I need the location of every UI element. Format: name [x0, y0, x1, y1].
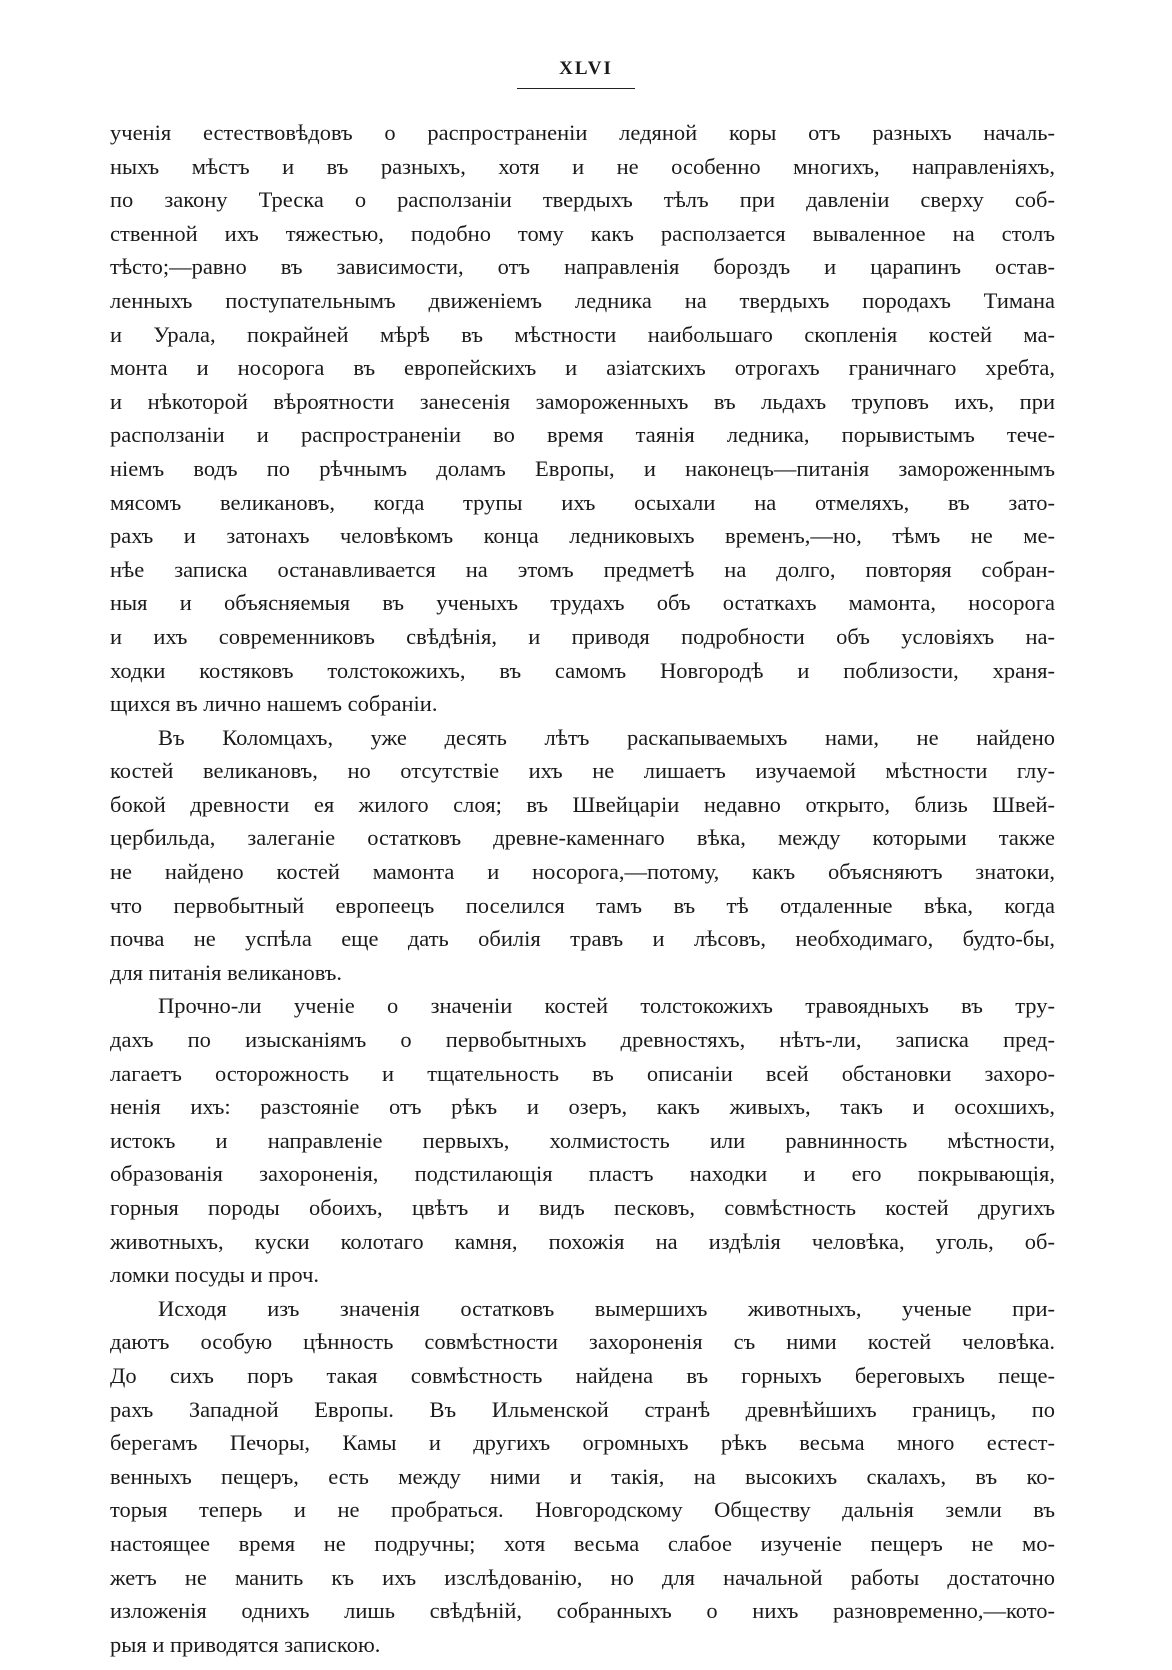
text-line: щихся въ лично нашемъ собраніи.: [110, 691, 438, 717]
text-line: ныхъ мѣстъ и въ разныхъ, хотя и не особенно многихъ, направленіяхъ,: [110, 153, 1055, 179]
text-line: по закону Треска о расползаніи твердыхъ тѣлъ при давленіи сверху соб-: [110, 187, 1055, 213]
text-line: и нѣкоторой вѣроятности занесенія замороженныхъ въ льдахъ труповъ ихъ, при: [110, 388, 1055, 414]
text-line: ственной ихъ тяжестью, подобно тому какъ расползается вываленное на столъ: [110, 220, 1055, 246]
text-line: рахъ Западной Европы. Въ Ильменской странѣ древнѣйшихъ границъ, по: [110, 1396, 1055, 1422]
text-line: горныя породы обоихъ, цвѣтъ и видъ песковъ, совмѣстность костей другихъ: [110, 1195, 1055, 1220]
text-line: берегамъ Печоры, Камы и другихъ огромныхъ рѣкъ весьма много естест-: [110, 1430, 1055, 1456]
text-line: животныхъ, куски колотаго камня, похожія на издѣлія человѣка, уголь, об-: [110, 1228, 1055, 1254]
text-line: ніемъ водъ по рѣчнымъ доламъ Европы, и наконецъ—питанія замороженнымъ: [110, 455, 1055, 481]
text-line: изложенія однихъ лишь свѣдѣній, собранныхъ о нихъ разновременно,—кото-: [110, 1598, 1055, 1624]
text-line: рыя и приводятся запискою.: [110, 1631, 381, 1657]
header-rule: [517, 88, 635, 89]
text-line: тѣсто;—равно въ зависимости, отъ направленія бороздъ и царапинъ остав-: [110, 254, 1055, 280]
text-line: ученія естествовѣдовъ о распространеніи ледяной коры отъ разныхъ началь-: [110, 120, 1055, 145]
text-line: Въ Коломцахъ, уже десять лѣтъ раскапываемыхъ нами, не найдено: [158, 724, 1055, 750]
text-line: ломки посуды и проч.: [110, 1262, 320, 1288]
text-line: расползаніи и распространеніи во время таянія ледника, порывистымъ тече-: [110, 422, 1055, 448]
text-line: образованія захороненія, подстилающія пластъ находки и его покрывающія,: [110, 1161, 1055, 1187]
text-line: и Урала, покрайней мѣрѣ въ мѣстности наибольшаго скопленія костей ма-: [110, 321, 1055, 347]
text-line: Прочно-ли ученіе о значеніи костей толстокожихъ травоядныхъ въ тру-: [158, 993, 1055, 1019]
text-line: До сихъ поръ такая совмѣстность найдена въ горныхъ береговыхъ пеще-: [110, 1362, 1055, 1388]
text-line: венныхъ пещеръ, есть между ними и такія, на высокихъ скалахъ, въ ко-: [110, 1463, 1055, 1489]
text-line: бокой древности ея жилого слоя; въ Швейцаріи недавно открыто, близь Швей-: [110, 791, 1055, 817]
text-line: цербильда, залеганіе остатковъ древне-каменнаго вѣка, между которыми также: [110, 825, 1055, 851]
text-line: ныя и объясняемыя въ ученыхъ трудахъ объ остаткахъ мамонта, носорога: [110, 590, 1055, 616]
text-line: ходки костяковъ толстокожихъ, въ самомъ Новгородѣ и поблизости, храня-: [110, 657, 1055, 683]
text-line: Исходя изъ значенія остатковъ вымершихъ животныхъ, ученые при-: [158, 1295, 1055, 1321]
text-line: что первобытный европеецъ поселился тамъ въ тѣ отдаленные вѣка, когда: [110, 892, 1055, 918]
text-line: жетъ не манить къ ихъ изслѣдованію, но для начальной работы достаточно: [110, 1564, 1055, 1590]
text-line: костей великановъ, но отсутствіе ихъ не лишаетъ изучаемой мѣстности глу-: [110, 758, 1055, 784]
text-line: монта и носорога въ европейскихъ и азіатскихъ отрогахъ граничнаго хребта,: [110, 355, 1055, 381]
text-line: нѣе записка останавливается на этомъ предметѣ на долго, повторяя собран-: [110, 556, 1055, 582]
paragraph: [110, 721, 1055, 990]
text-line: рахъ и затонахъ человѣкомъ конца ледниковыхъ временъ,—но, тѣмъ не ме-: [110, 523, 1055, 549]
text-line: даютъ особую цѣнность совмѣстности захороненія съ ними костей человѣка.: [110, 1329, 1055, 1355]
text-line: лагаетъ осторожность и тщательность въ описаніи всей обстановки захоро-: [110, 1060, 1055, 1086]
page-number: XLVI: [559, 58, 613, 79]
text-line: почва не успѣла еще дать обилія травъ и лѣсовъ, необходимаго, будто-бы,: [110, 926, 1055, 952]
text-line: не найдено костей мамонта и носорога,—потому, какъ объясняютъ знатоки,: [110, 859, 1055, 885]
text-line: ненія ихъ: разстояніе отъ рѣкъ и озеръ, какъ живыхъ, такъ и осохшихъ,: [110, 1094, 1055, 1120]
text-line: торыя теперь и не пробраться. Новгородскому Обществу дальнія земли въ: [110, 1497, 1055, 1523]
paragraph: [110, 1292, 1055, 1662]
paragraph: [110, 989, 1055, 1291]
text-line: мясомъ великановъ, когда трупы ихъ осыхали на отмеляхъ, въ зато-: [110, 489, 1055, 515]
text-line: для питанія великановъ.: [110, 959, 343, 985]
text-line: настоящее время не подручны; хотя весьма слабое изученіе пещеръ не мо-: [110, 1530, 1055, 1556]
text-line: истокъ и направленіе первыхъ, холмистость или равнинность мѣстности,: [110, 1127, 1055, 1153]
text-line: и ихъ современниковъ свѣдѣнія, и приводя подробности объ условіяхъ на-: [110, 623, 1055, 649]
body-text: [110, 116, 1055, 1661]
text-line: дахъ по изысканіямъ о первобытныхъ древностяхъ, нѣтъ-ли, записка пред-: [110, 1027, 1055, 1053]
paragraph: [110, 116, 1055, 721]
text-line: ленныхъ поступательнымъ движеніемъ ледника на твердыхъ породахъ Тимана: [110, 287, 1055, 313]
